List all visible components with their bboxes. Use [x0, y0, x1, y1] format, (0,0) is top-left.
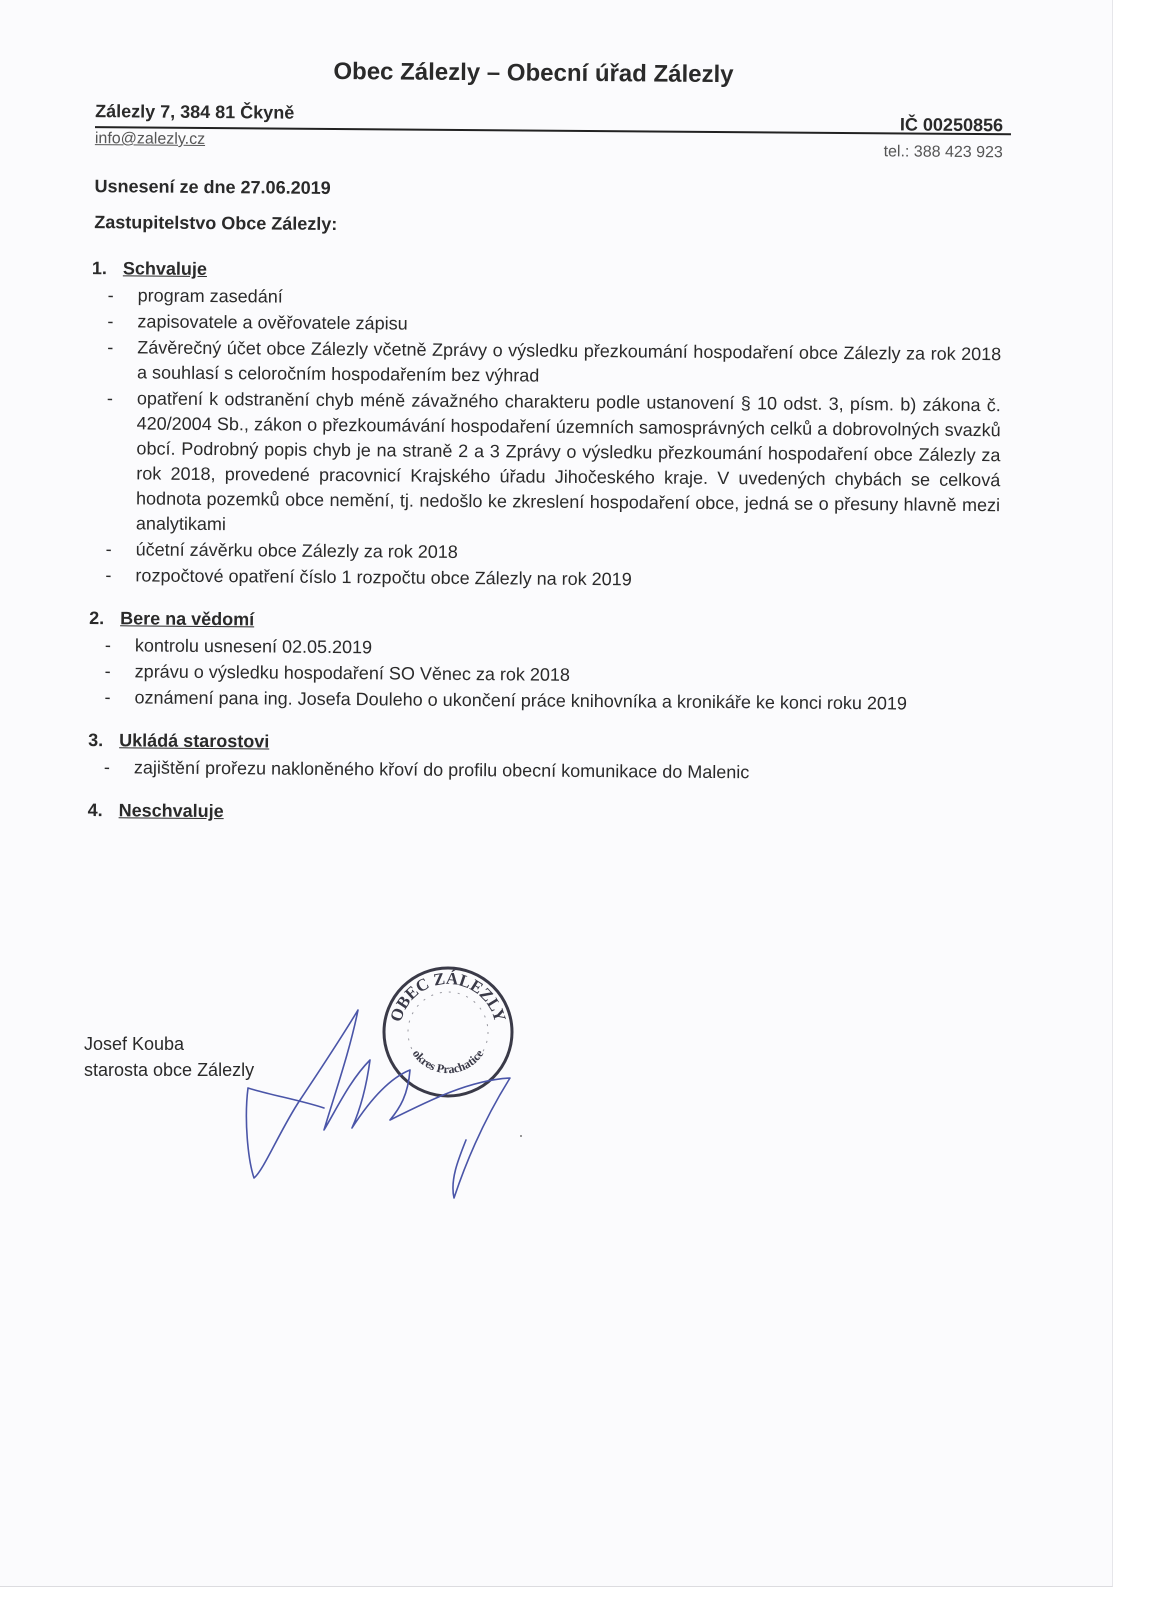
section-number: 3. — [88, 730, 104, 751]
resolution-sections — [77, 258, 1002, 848]
resolution-date: Usnesení ze dne 27.06.2019 — [94, 176, 331, 198]
office-email[interactable]: info@zalezly.cz — [94, 130, 206, 148]
office-phone: tel.: 388 423 923 — [883, 143, 1003, 162]
section-number: 1. — [91, 258, 107, 279]
list-item: - kontrolu usnesení 02.05.2019 — [79, 633, 999, 665]
section-label: Bere na vědomí — [120, 608, 255, 630]
company-id: IČ 00250856 — [899, 114, 1004, 136]
scan-speck — [520, 1135, 522, 1137]
list-item: - účetní závěrku obce Zálezly za rok 2018 — [80, 537, 1000, 569]
section-label: Schvaluje — [122, 258, 208, 279]
section-number: 2. — [89, 608, 105, 629]
header-divider — [95, 126, 1011, 135]
section-rejects — [78, 800, 998, 828]
document-title: Obec Zálezly – Obecní úřad Zálezly — [333, 57, 734, 89]
signatory-name: Josef Kouba — [84, 1034, 185, 1054]
office-address: Zálezly 7, 384 81 Čkyně — [95, 101, 295, 123]
section-items — [78, 755, 998, 787]
handwritten-signature-icon — [240, 1000, 530, 1210]
section-assigns-mayor — [78, 730, 998, 787]
council-heading: Zastupitelstvo Obce Zálezly: — [94, 212, 338, 234]
section-label: Neschvaluje — [118, 800, 224, 822]
section-approves — [79, 258, 1002, 595]
stamp-bottom-text: okres Prachatice — [409, 1046, 487, 1077]
list-item: - oznámení pana ing. Josefa Douleho o ukončení práce knihovníka a kronikáře ke konci roku 2019 — [78, 685, 998, 717]
list-item: - rozpočtové opatření číslo 1 rozpočtu obce Zálezly na rok 2019 — [79, 563, 999, 595]
list-item: - zprávu o výsledku hospodaření SO Věnec za rok 2018 — [79, 659, 999, 691]
document-content — [84, 0, 1004, 822]
signatory-role: starosta obce Zálezly — [84, 1060, 255, 1080]
list-item: - zapisovatele a ověřovatele zápisu — [81, 309, 1001, 341]
list-item: - zajištění prořezu nakloněného křoví do profilu obecní komunikace do Malenic — [78, 755, 998, 787]
stamp-top-text: OBEC ZÁLEZLY — [386, 968, 510, 1025]
section-label: Ukládá starostovi — [119, 730, 270, 752]
list-item: - opatření k odstranění chyb méně závažného charakteru podle ustanovení § 10 odst. 3, písm. b) zákona č. 420/2004 Sb., zákon o přezkoumávání hospodaření územních samosprávných celků a dobrovolných svazků obcí. Podrobný popis chyb je na straně 2 a 3 Zprávy o výsledku přezkoumání hospodaření obce Zálezly za rok 2018, provedené pracovnicí Krajského úřadu Jihočeského kraje. V uvedených chybách se celková hodnota pozemků obce nemění, tj. nedošlo ke zkreslení hospodaření obce, jedná se o přesuny hlavně mezi analytikami — [80, 386, 1001, 543]
section-acknowledges — [78, 608, 999, 717]
section-items — [78, 633, 999, 717]
section-number: 4. — [87, 800, 103, 821]
list-item: - program zasedání — [82, 283, 1002, 315]
list-item: - Závěrečný účet obce Zálezly včetně Zprávy o výsledku přezkoumání hospodaření obce Zálezly za rok 2018 a souhlasí s celoročním hospodařením bez výhrad — [81, 335, 1001, 392]
section-items — [79, 283, 1001, 595]
